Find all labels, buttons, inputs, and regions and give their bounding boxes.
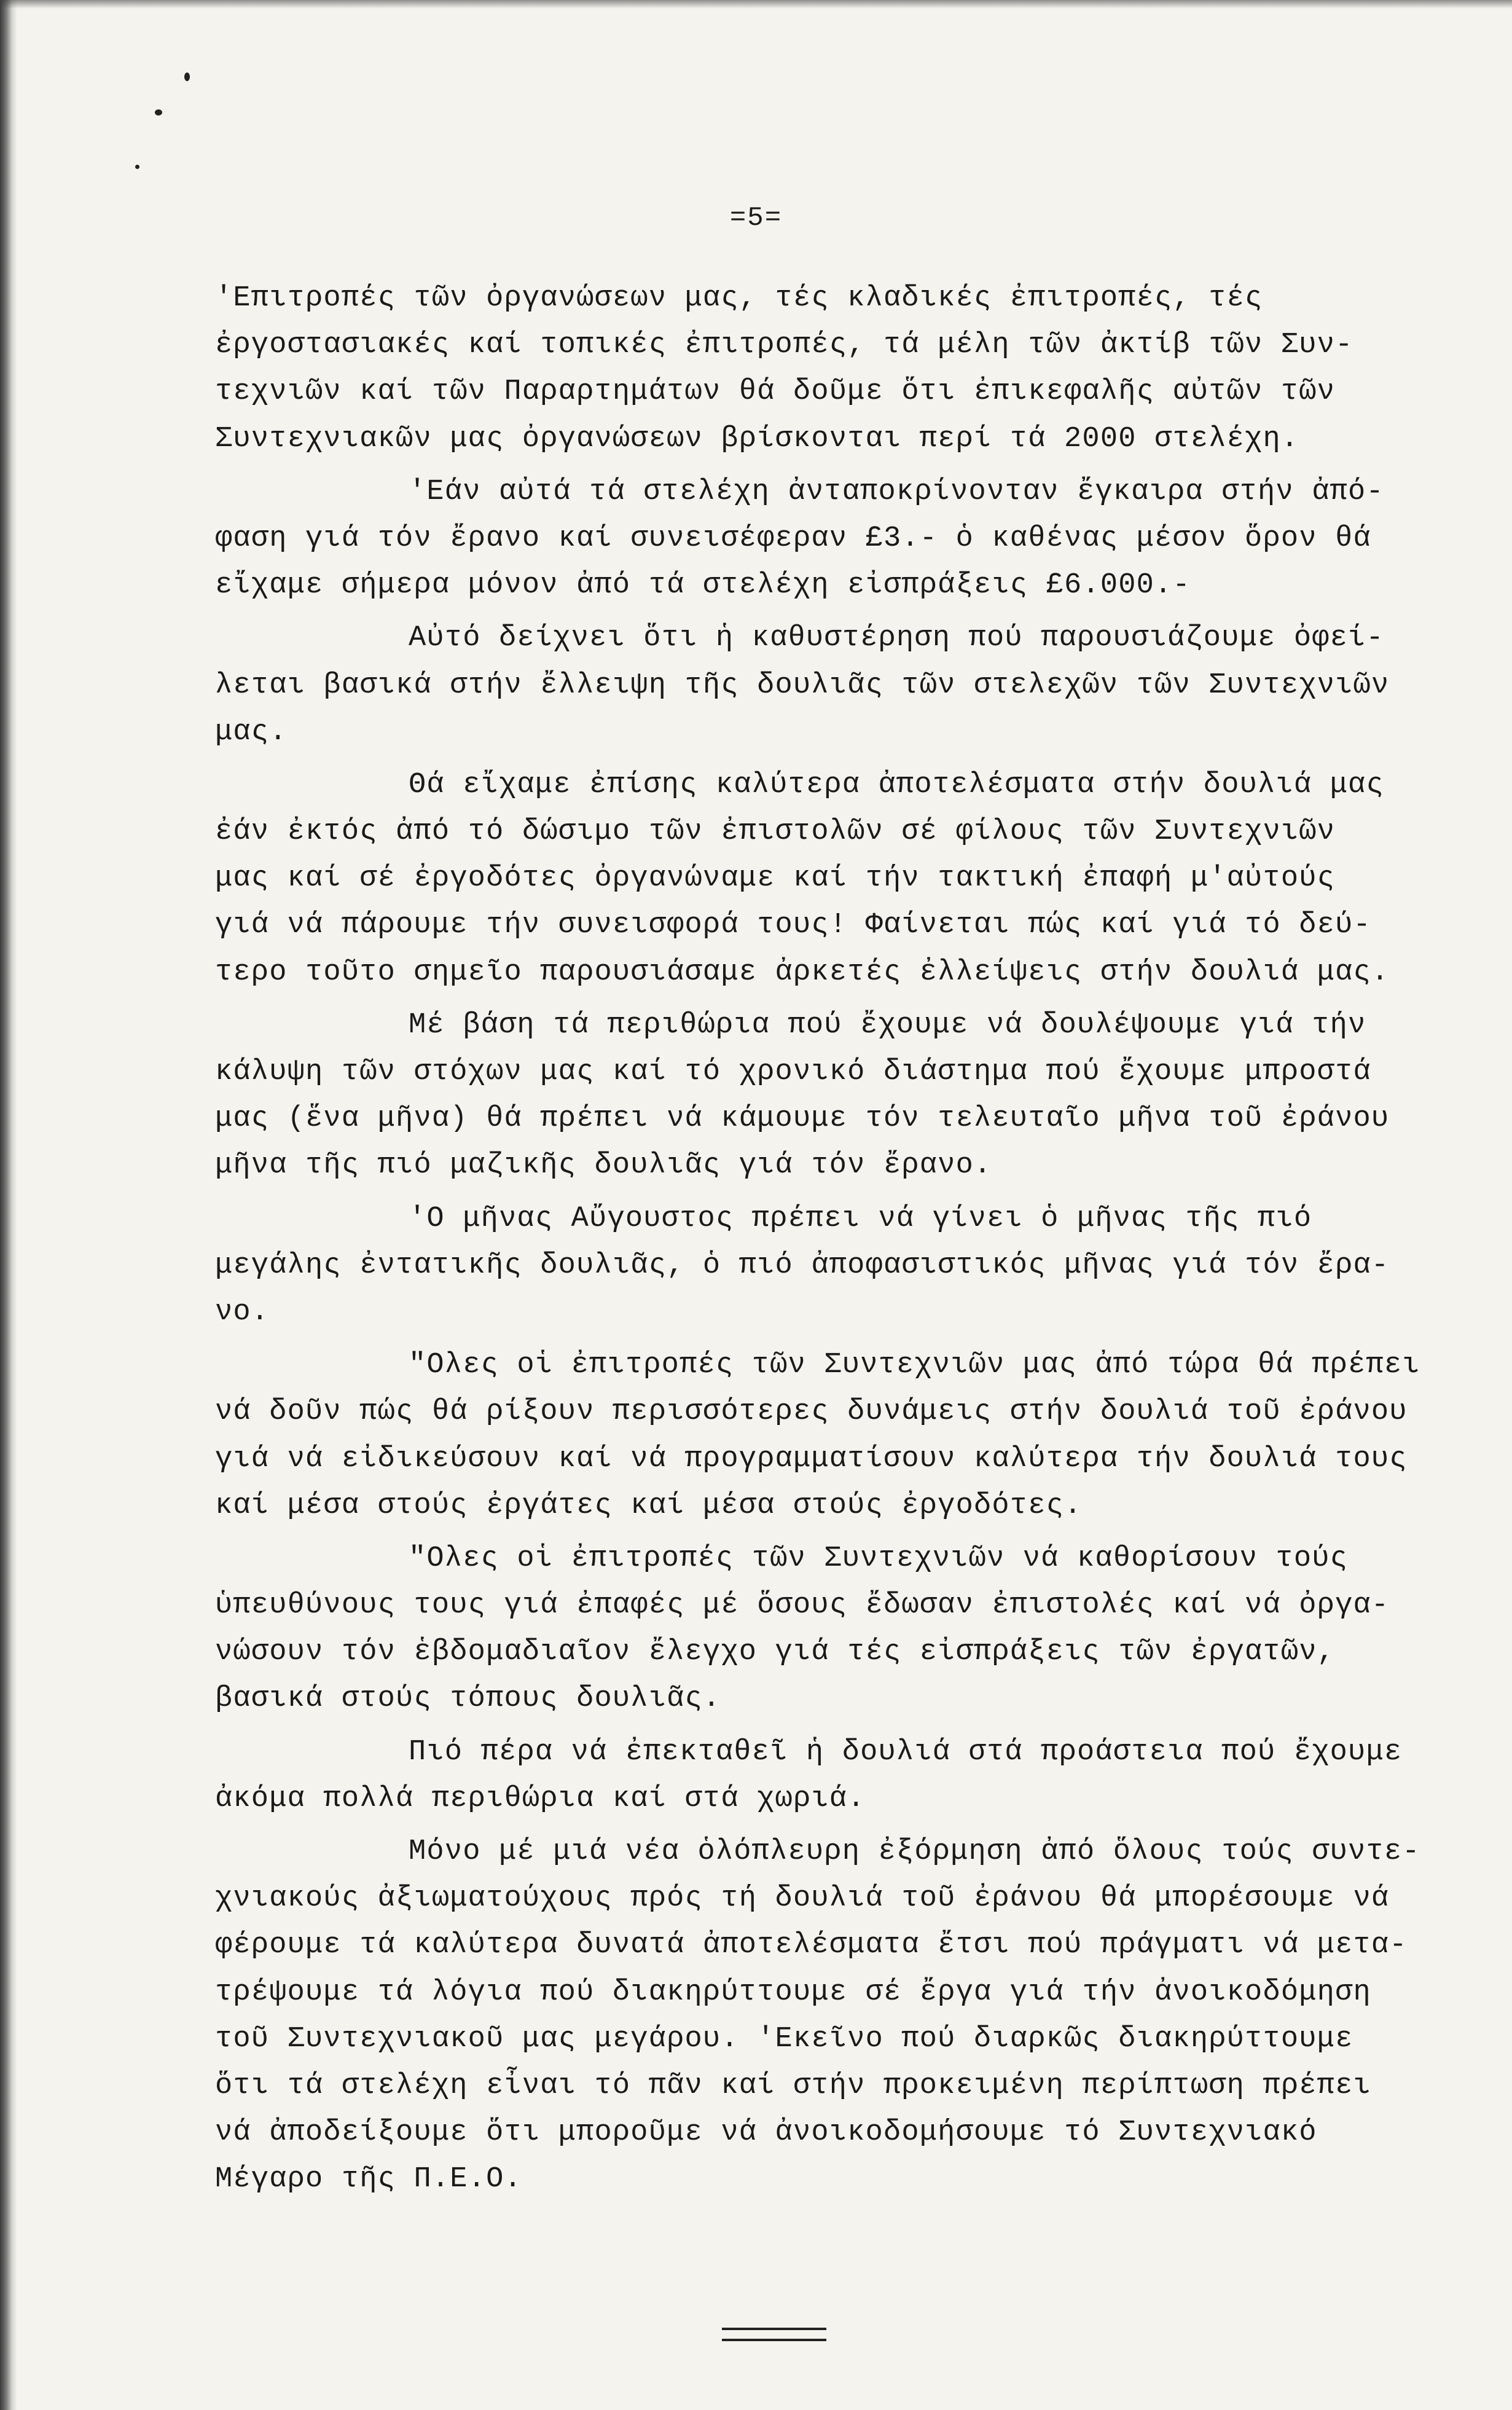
paragraph (215, 469, 1481, 610)
paragraph-gap (215, 1529, 1481, 1536)
text-line: φαση γιά τόν ἔρανο καί συνεισέφεραν £3.- ὁ καθένας μέσον ὅρον θά (215, 522, 1371, 555)
text-line: Μέ βάση τά περιθώρια πού ἔχουμε νά δουλέψουμε γιά τήν (409, 1008, 1366, 1042)
text-line: φέρουμε τά καλύτερα δυνατά ἀποτελέσματα ἔτσι πού πράγματι νά μετα- (215, 1929, 1408, 1962)
paragraph-gap (215, 463, 1481, 469)
paragraph-gap (215, 1823, 1481, 1829)
text-line: μας (ἕνα μῆνα) θά πρέπει νά κάμουμε τόν τελευταῖο μῆνα τοῦ ἐράνου (215, 1102, 1390, 1136)
paragraph (215, 1342, 1481, 1529)
text-line: Μέγαρο τῆς Π.Ε.Ο. (215, 2163, 522, 2196)
text-line: Πιό πέρα νά ἐπεκταθεῖ ἡ δουλιά στά προάστεια πού ἔχουμε (409, 1735, 1403, 1768)
text-line: μῆνα τῆς πιό μαζικῆς δουλιᾶς γιά τόν ἔρανο. (215, 1149, 992, 1182)
text-line: 'Ο μῆνας Αὔγουστος πρέπει νά γίνει ὁ μῆνας τῆς πιό (409, 1202, 1312, 1235)
text-line: λεται βασικά στήν ἔλλειψη τῆς δουλιᾶς τῶν στελεχῶν τῶν Συντεχνιῶν (215, 669, 1390, 702)
text-line: ἀκόμα πολλά περιθώρια καί στά χωριά. (215, 1782, 866, 1815)
paragraph (215, 1196, 1481, 1336)
text-line: νώσουν τόν ἑβδομαδιαῖον ἔλεγχο γιά τές εἰσπράξεις τῶν ἐργατῶν, (215, 1636, 1336, 1669)
text-line: 'Εάν αὐτά τά στελέχη ἀνταποκρίνονταν ἔγκαιρα στήν ἀπό- (409, 475, 1384, 508)
text-line: Συντεχνιακῶν μας ὀργανώσεων βρίσκονται περί τά 2000 στελέχη. (215, 422, 1299, 455)
document-body (215, 275, 1481, 2204)
text-line: βασικά στούς τόπους δουλιᾶς. (215, 1682, 721, 1716)
text-line: μεγάλης ἐντατικῆς δουλιᾶς, ὁ πιό ἀποφασιστικός μῆνας γιά τόν ἔρα- (215, 1249, 1390, 1282)
paragraph (215, 762, 1481, 996)
paragraph (215, 1729, 1481, 1823)
paragraph (215, 1536, 1481, 1723)
text-line: γιά νά εἰδικεύσουν καί νά προγραμματίσουν καλύτερα τήν δουλιά τους (215, 1442, 1408, 1475)
text-line: Θά εἴχαμε ἐπίσης καλύτερα ἀποτελέσματα στήν δουλιά μας (409, 768, 1384, 801)
text-line: ἐργοστασιακές καί τοπικές ἐπιτροπές, τά μέλη τῶν ἀκτίβ τῶν Συν- (215, 329, 1353, 362)
ink-speck (184, 73, 190, 81)
paragraph (215, 615, 1481, 756)
scan-edge-shadow (0, 0, 17, 2410)
text-line: νά ἀποδείξουμε ὅτι μποροῦμε νά ἀνοικοδομήσουμε τό Συντεχνιακό (215, 2116, 1317, 2149)
text-line: Αὐτό δείχνει ὅτι ἡ καθυστέρηση πού παρουσιάζουμε ὀφεί- (409, 622, 1384, 655)
text-line: ὅτι τά στελέχη εἶναι τό πᾶν καί στήν προκειμένη περίπτωση πρέπει (215, 2069, 1371, 2102)
paragraph-gap (215, 609, 1481, 615)
page-number: =5= (729, 203, 783, 234)
ink-speck (155, 109, 162, 116)
paragraph (215, 1002, 1481, 1190)
paragraph (215, 1829, 1481, 2204)
paragraph-gap (215, 1190, 1481, 1196)
text-line: ὑπευθύνους τους γιά ἐπαφές μέ ὅσους ἔδωσαν ἐπιστολές καί νά ὀργα- (215, 1589, 1390, 1622)
text-line: μας καί σέ ἐργοδότες ὀργανώναμε καί τήν τακτική ἐπαφή μ'αὐτούς (215, 862, 1336, 895)
text-line: Μόνο μέ μιά νέα ὁλόπλευρη ἐξόρμηση ἀπό ὅλους τούς συντε- (409, 1835, 1420, 1868)
paragraph-gap (215, 1336, 1481, 1342)
paragraph-gap (215, 756, 1481, 762)
text-line: "Ολες οἱ ἐπιτροπές τῶν Συντεχνιῶν νά καθορίσουν τούς (409, 1542, 1349, 1575)
text-line: εἴχαμε σήμερα μόνον ἀπό τά στελέχη εἰσπράξεις £6.000.- (215, 569, 1191, 602)
text-line: κάλυψη τῶν στόχων μας καί τό χρονικό διάστημα πού ἔχουμε μπροστά (215, 1056, 1371, 1088)
ink-speck (135, 165, 139, 169)
text-line: "Ολες οἱ ἐπιτροπές τῶν Συντεχνιῶν μας ἀπό τώρα θά πρέπει (409, 1349, 1420, 1382)
text-line: 'Επιτροπές τῶν ὀργανώσεων μας, τές κλαδικές ἐπιτροπές, τές (215, 282, 1263, 315)
text-line: νο. (215, 1295, 270, 1329)
text-line: τεχνιῶν καί τῶν Παραρτημάτων θά δοῦμε ὅτι ἐπικεφαλῆς αὐτῶν τῶν (215, 375, 1336, 409)
text-line: γιά νά πάρουμε τήν συνεισφορά τους! Φαίνεται πώς καί γιά τό δεύ- (215, 909, 1371, 942)
text-line: τερο τοῦτο σημεῖο παρουσιάσαμε ἀρκετές ἐλλείψεις στήν δουλιά μας. (215, 956, 1390, 989)
end-of-text-rule (722, 2328, 826, 2341)
text-line: μας. (215, 715, 288, 748)
text-line: τρέψουμε τά λόγια πού διακηρύττουμε σέ ἔργα γιά τήν ἀνοικοδόμηση (215, 1976, 1371, 2009)
paragraph (215, 275, 1481, 463)
text-line: νά δοῦν πώς θά ρίξουν περισσότερες δυνάμεις στήν δουλιά τοῦ ἐράνου (215, 1395, 1408, 1429)
text-line: καί μέσα στούς ἐργάτες καί μέσα στούς ἐργοδότες. (215, 1489, 1083, 1522)
text-line: ἐάν ἐκτός ἀπό τό δώσιμο τῶν ἐπιστολῶν σέ φίλους τῶν Συντεχνιῶν (215, 815, 1336, 849)
scan-top-edge (0, 0, 1512, 9)
text-line: τοῦ Συντεχνιακοῦ μας μεγάρου. 'Εκεῖνο πού διαρκῶς διακηρύττουμε (215, 2022, 1353, 2055)
paragraph-gap (215, 996, 1481, 1002)
paragraph-gap (215, 1723, 1481, 1729)
text-line: χνιακούς ἀξιωματούχους πρός τή δουλιά τοῦ ἐράνου θά μπορέσουμε νά (215, 1882, 1390, 1915)
